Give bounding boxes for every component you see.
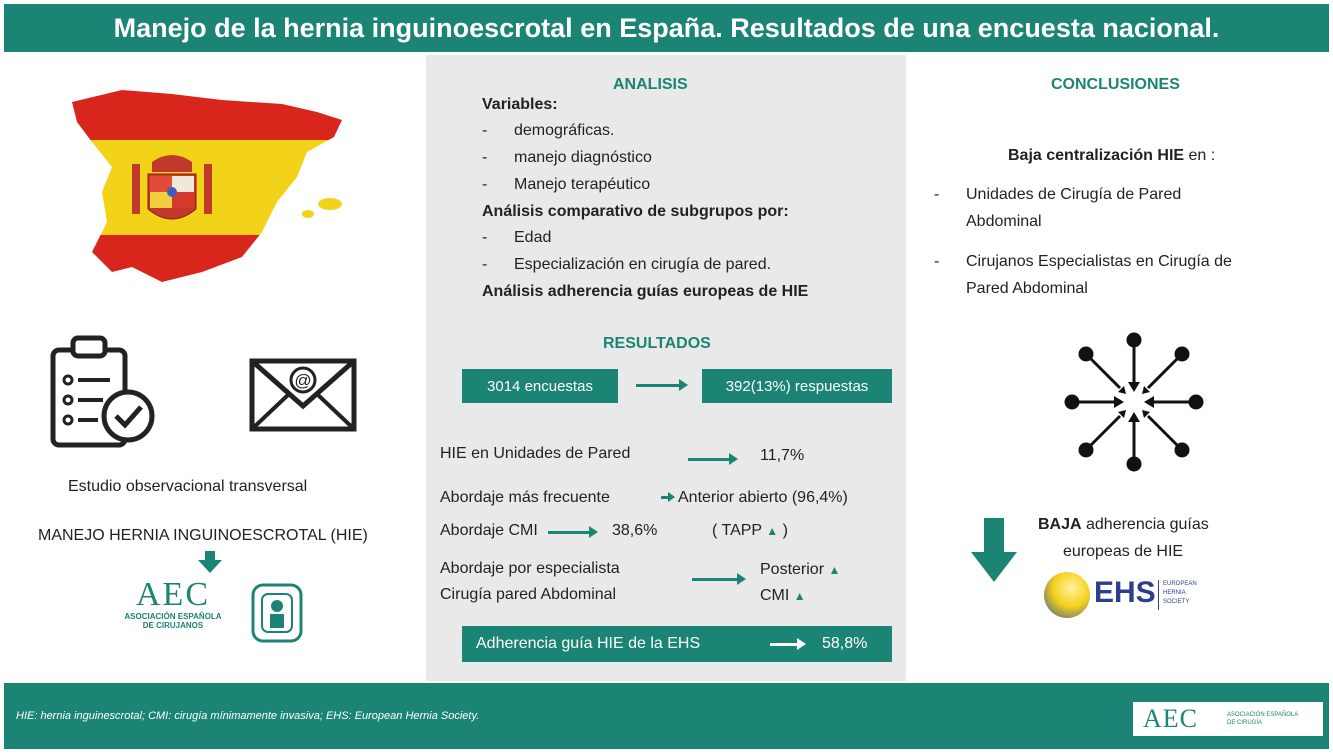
adherence-result-value: 58,8% (822, 635, 868, 652)
adherence-result-box (462, 626, 892, 662)
subgroup-label: Análisis comparativo de subgrupos por: (482, 203, 789, 220)
approach-value: Anterior abierto (96,4%) (678, 489, 848, 506)
variables-label: Variables: (482, 96, 558, 113)
small-arrow-head-icon (668, 492, 675, 502)
low-adherence-cont: europeas de HIE (1063, 543, 1184, 560)
specialist-label-2: Cirugía pared Abdominal (440, 586, 617, 603)
cmi-tapp: ( TAPP ▲ ) (712, 522, 788, 539)
surveys-box: 3014 encuestas (462, 369, 618, 403)
approach-label: Abordaje más frecuente (440, 489, 610, 506)
clipboard-checklist-icon (48, 332, 158, 450)
footer-logo-text: AEC (1143, 704, 1198, 733)
low-centralization: Baja centralización HIE en : (1008, 147, 1216, 164)
white-arrow-head-icon (797, 638, 806, 650)
footer-logo-sub1: ASOCIACIÓN ESPAÑOLA (1227, 712, 1299, 718)
specialist-label-1: Abordaje por especialista (440, 560, 620, 577)
hie-units-value: 11,7% (760, 447, 805, 464)
arrow-icon (688, 458, 730, 461)
conclusion-item-1: - Unidades de Cirugía de Pared (934, 186, 1182, 203)
aec-logo-sub1: ASOCIACIÓN ESPAÑOLA (124, 612, 222, 621)
conclusion-item-2-cont: Pared Abdominal (966, 280, 1088, 297)
arrow-icon (692, 578, 738, 581)
aec-logo-text: AEC (136, 576, 210, 613)
centralization-icon (1064, 332, 1204, 472)
conclusion-item-1-cont: Abdominal (966, 213, 1042, 230)
arrow-icon (548, 531, 590, 534)
spain-map-icon (52, 82, 352, 292)
hie-units-label: HIE en Unidades de Pared (440, 445, 631, 462)
analysis-heading: ANALISIS (613, 76, 688, 93)
footer-logo-sub2: DE CIRUGÍA (1227, 720, 1263, 726)
aec-logo (113, 578, 233, 630)
big-down-arrow-icon (971, 518, 1017, 582)
up-arrow-icon: ▲ (828, 563, 841, 577)
cmi-label: Abordaje CMI (440, 522, 538, 539)
conclusions-heading: CONCLUSIONES (1051, 76, 1180, 93)
abbreviations-note: HIE: hernia inguinescrotal; CMI: cirugía mínimamente invasiva; EHS: European Hernia Society. (16, 710, 480, 722)
adherence-result-label: Adherencia guía HIE de la EHS (476, 635, 701, 652)
aec-logo-sub2: DE CIRUJANOS (142, 621, 204, 630)
poster-title: Manejo de la hernia inguinoescrotal en España. Resultados de una encuesta nacional. (4, 4, 1329, 52)
specialist-value-1: Posterior ▲ (760, 561, 841, 578)
up-arrow-icon: ▲ (766, 524, 779, 538)
up-arrow-icon: ▲ (793, 589, 806, 603)
topic-label: MANEJO HERNIA INGUINOESCROTAL (HIE) (38, 527, 368, 544)
svg-text:@: @ (294, 371, 312, 390)
results-heading: RESULTADOS (603, 335, 711, 352)
seal-icon (250, 582, 304, 644)
ehs-sun-icon (1044, 572, 1090, 618)
adherence-analysis-label: Análisis adherencia guías europeas de HIE (482, 283, 809, 300)
down-arrow-icon (198, 551, 222, 573)
subgroup-item: - Edad (482, 229, 552, 246)
footer-aec-logo (1133, 702, 1323, 736)
responses-box: 392(13%) respuestas (702, 369, 892, 403)
low-adherence: BAJA adherencia guías (1038, 516, 1209, 533)
ehs-sub3: SOCIETY (1163, 599, 1190, 605)
variable-item: - manejo diagnóstico (482, 149, 652, 166)
study-type-label: Estudio observacional transversal (68, 478, 308, 495)
arrow-icon (636, 384, 680, 387)
cmi-value: 38,6% (612, 522, 658, 539)
conclusion-item-2: - Cirujanos Especialistas en Cirugía de (934, 253, 1232, 270)
specialist-value-2: CMI ▲ (760, 587, 806, 604)
email-envelope-icon (249, 358, 357, 432)
variable-item: - demográficas. (482, 122, 615, 139)
ehs-logo (1042, 570, 1217, 620)
variable-item: - Manejo terapéutico (482, 176, 651, 193)
white-arrow-icon (770, 643, 798, 646)
subgroup-item: - Especialización en cirugía de pared. (482, 256, 772, 273)
ehs-logo-text: EHS (1094, 576, 1156, 609)
ehs-sub2: HERNIA (1163, 590, 1186, 596)
ehs-sub1: EUROPEAN (1163, 581, 1197, 587)
